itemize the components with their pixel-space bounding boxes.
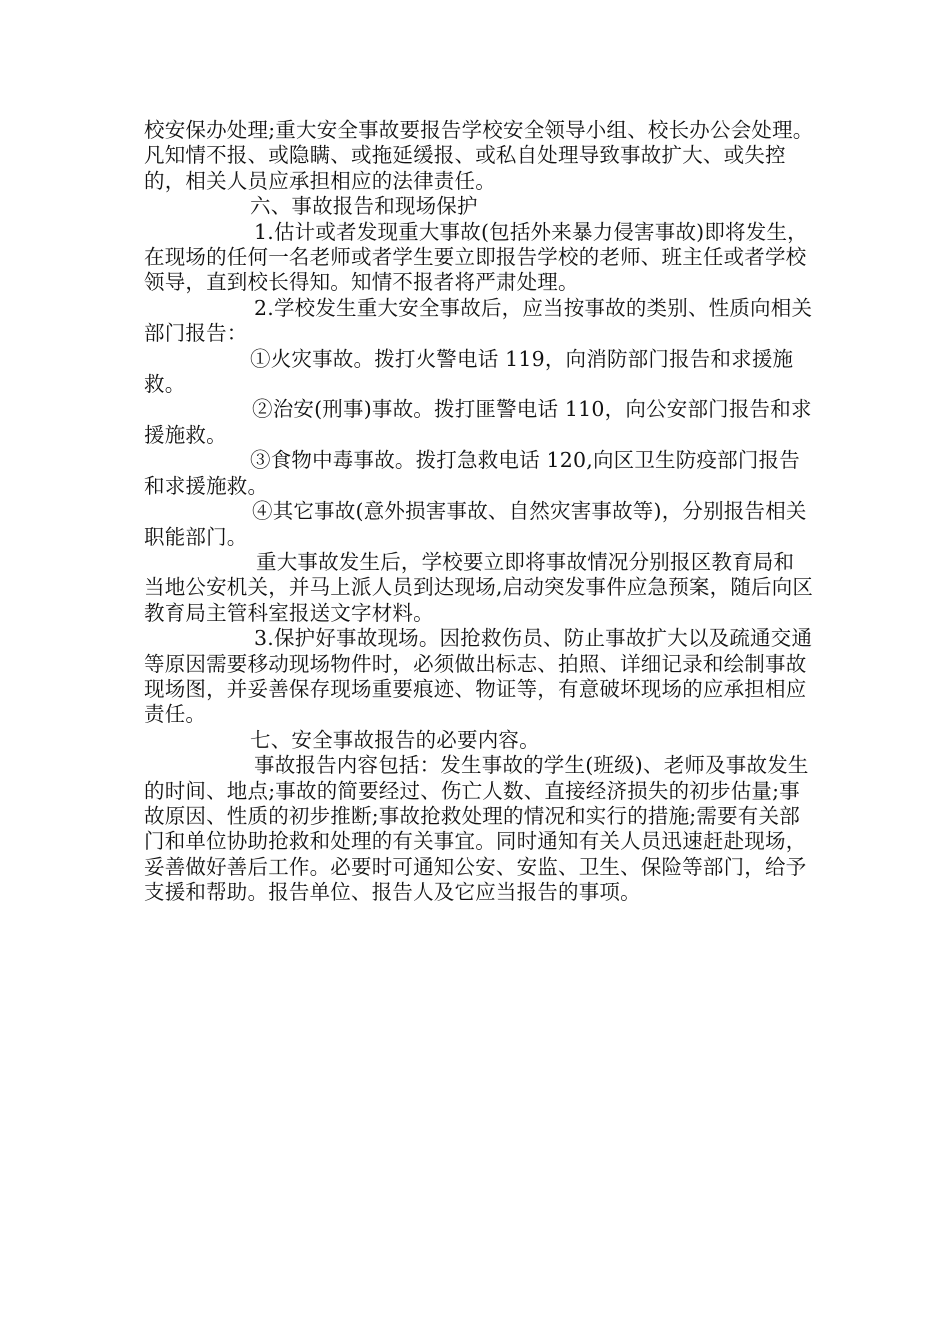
paragraph-report-content: 事故报告内容包括：发生事故的学生(班级)、老师及事故发生的时间、地点;事故的简要经过、伤亡人数、直接经济损失的初步估量;事故原因、性质的初步推断;事故抢救处理的情况和实行的措施;需要有关部门和单位协助抢救和处理的有关事宜。同时通知有关人员迅速赶赴现场，妥善做好善后工作。必要时可通知公安、安监、卫生、保险等部门，给予支援和帮助。报告单位、报告人及它应当报告的事项。 [144,753,809,905]
paragraph-item-3: 3.保护好事故现场。因抢救伤员、防止事故扩大以及疏通交通等原因需要移动现场物件时，必须做出标志、拍照、详细记录和绘制事故现场图，并妥善保存现场重要痕迹、物证等，有意破坏现场的应承担相应责任。 [144,626,813,727]
paragraph-other-accidents: ④其它事故(意外损害事故、自然灾害事故等)，分别报告相关职能部门。 [144,499,807,549]
paragraph-food-poisoning: ③食物中毒事故。拨打急救电话 120,向区卫生防疫部门报告和求援施救。 [144,448,800,498]
section-heading-7: 七、安全事故报告的必要内容。 [250,727,540,752]
document-body [144,118,814,906]
paragraph-item-2: 2.学校发生重大安全事故后，应当按事故的类别、性质向相关部门报告： [144,295,813,346]
paragraph-fire: ①火灾事故。拨打火警电话 119，向消防部门报告和求援施救。 [144,346,794,397]
paragraph-responsibility: 校安保办处理;重大安全事故要报告学校安全领导小组、校长办公会处理。凡知情不报、或隐瞒、或拖延缓报、或私自处理导致事故扩大、或失控的，相关人员应承担相应的法律责任。 [144,118,814,193]
paragraph-major-accident: 重大事故发生后，学校要立即将事故情况分别报区教育局和当地公安机关，并马上派人员到达现场,启动突发事件应急预案，随后向区教育局主管科室报送文字材料。 [144,549,814,625]
section-heading-6: 六、事故报告和现场保护 [250,194,478,219]
paragraph-item-1: 1.估计或者发现重大事故(包括外来暴力侵害事故)即将发生，在现场的任何一名老师或者学生要立即报告学校的老师、班主任或者学校领导，直到校长得知。知情不报者将严肃处理。 [144,219,808,295]
paragraph-public-security: ②治安(刑事)事故。拨打匪警电话 110，向公安部门报告和求援施救。 [144,397,812,447]
